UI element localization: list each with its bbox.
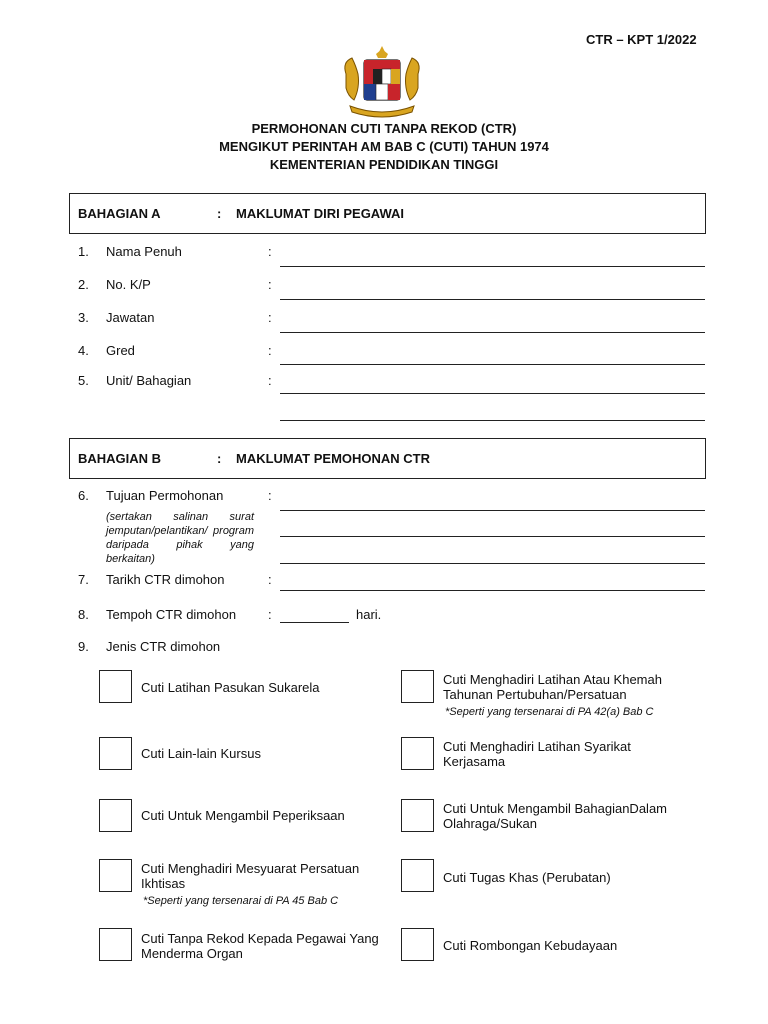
attachment-note: (sertakan salinan surat jemputan/pelantikan/ program daripada pihak yang berkaitan) bbox=[106, 511, 254, 565]
tujuan-input-line-2[interactable] bbox=[280, 536, 705, 537]
nama-penuh-input-line[interactable] bbox=[280, 266, 705, 267]
option-label: Cuti Untuk Mengambil Peperiksaan bbox=[141, 808, 345, 823]
option-label: Cuti Menghadiri Mesyuarat Persatuan Ikhtisas bbox=[141, 861, 360, 891]
section-a-header bbox=[69, 193, 706, 234]
field-label: No. K/P bbox=[106, 277, 151, 292]
tujuan-input-line[interactable] bbox=[280, 510, 705, 511]
option-label: Cuti Tanpa Rekod Kepada Pegawai Yang Menderma Organ bbox=[141, 931, 379, 961]
checkbox[interactable] bbox=[99, 670, 132, 703]
section-a-colon: : bbox=[217, 206, 222, 221]
field-label: Jenis CTR dimohon bbox=[106, 639, 221, 654]
form-title-line-2: MENGIKUT PERINTAH AM BAB C (CUTI) TAHUN 1974 bbox=[219, 139, 549, 154]
field-colon: : bbox=[268, 373, 272, 388]
field-number: 4. bbox=[78, 343, 89, 358]
checkbox[interactable] bbox=[99, 928, 132, 961]
field-number: 7. bbox=[78, 572, 89, 587]
option-label: Cuti Latihan Pasukan Sukarela bbox=[141, 680, 320, 695]
field-number: 8. bbox=[78, 607, 89, 622]
document-code: CTR – KPT 1/2022 bbox=[586, 32, 697, 47]
section-b-title: MAKLUMAT PEMOHONAN CTR bbox=[236, 451, 431, 466]
field-colon: : bbox=[268, 488, 272, 503]
field-number: 6. bbox=[78, 488, 89, 503]
form-title-line-1: PERMOHONAN CUTI TANPA REKOD (CTR) bbox=[251, 121, 517, 136]
field-number: 5. bbox=[78, 373, 89, 388]
field-label: Unit/ Bahagian bbox=[106, 373, 192, 388]
field-number: 2. bbox=[78, 277, 89, 292]
tujuan-input-line-3[interactable] bbox=[280, 563, 705, 564]
option-note: *Seperti yang tersenarai di PA 45 Bab C bbox=[143, 895, 339, 907]
period-unit: hari. bbox=[356, 607, 382, 622]
unit-bahagian-input-line[interactable] bbox=[280, 393, 705, 394]
field-label: Tarikh CTR dimohon bbox=[106, 572, 225, 587]
section-b-header bbox=[69, 438, 706, 479]
option-label: Cuti Menghadiri Latihan Atau Khemah Tahunan Pertubuhan/Persatuan bbox=[443, 672, 662, 702]
field-label: Jawatan bbox=[106, 310, 155, 325]
tempoh-input-line[interactable] bbox=[280, 622, 349, 623]
field-colon: : bbox=[268, 572, 272, 587]
jawatan-input-line[interactable] bbox=[280, 332, 705, 333]
option-label: Cuti Rombongan Kebudayaan bbox=[443, 938, 618, 953]
field-colon: : bbox=[268, 277, 272, 292]
gred-input-line[interactable] bbox=[280, 364, 705, 365]
malaysia-coat-of-arms-icon bbox=[336, 44, 428, 118]
checkbox[interactable] bbox=[99, 737, 132, 770]
section-a-title: MAKLUMAT DIRI PEGAWAI bbox=[236, 206, 405, 221]
checkbox[interactable] bbox=[401, 670, 434, 703]
field-number: 3. bbox=[78, 310, 89, 325]
checkbox[interactable] bbox=[99, 799, 132, 832]
form-title-line-3: KEMENTERIAN PENDIDIKAN TINGGI bbox=[269, 157, 499, 172]
tarikh-input-line[interactable] bbox=[280, 590, 705, 591]
field-label: Gred bbox=[106, 343, 135, 358]
unit-bahagian-input-line-2[interactable] bbox=[280, 420, 705, 421]
checkbox[interactable] bbox=[401, 799, 434, 832]
field-colon: : bbox=[268, 310, 272, 325]
field-number: 1. bbox=[78, 244, 89, 259]
field-colon: : bbox=[268, 343, 272, 358]
option-label: Cuti Untuk Mengambil BahagianDalam Olahraga/Sukan bbox=[443, 801, 668, 831]
field-label: Nama Penuh bbox=[106, 244, 182, 259]
section-a-name: BAHAGIAN A bbox=[78, 206, 161, 221]
field-colon: : bbox=[268, 607, 272, 622]
checkbox[interactable] bbox=[401, 859, 434, 892]
checkbox[interactable] bbox=[401, 928, 434, 961]
option-label: Cuti Lain-lain Kursus bbox=[141, 746, 261, 761]
field-label: Tujuan Permohonan bbox=[106, 488, 224, 503]
field-number: 9. bbox=[78, 639, 89, 654]
no-kp-input-line[interactable] bbox=[280, 299, 705, 300]
option-label: Cuti Menghadiri Latihan Syarikat Kerjasama bbox=[443, 739, 631, 769]
section-b-name: BAHAGIAN B bbox=[78, 451, 162, 466]
option-note: *Seperti yang tersenarai di PA 42(a) Bab C bbox=[445, 706, 654, 718]
option-label: Cuti Tugas Khas (Perubatan) bbox=[443, 870, 611, 885]
section-b-colon: : bbox=[217, 451, 222, 466]
checkbox[interactable] bbox=[401, 737, 434, 770]
field-colon: : bbox=[268, 244, 272, 259]
checkbox[interactable] bbox=[99, 859, 132, 892]
field-label: Tempoh CTR dimohon bbox=[106, 607, 237, 622]
